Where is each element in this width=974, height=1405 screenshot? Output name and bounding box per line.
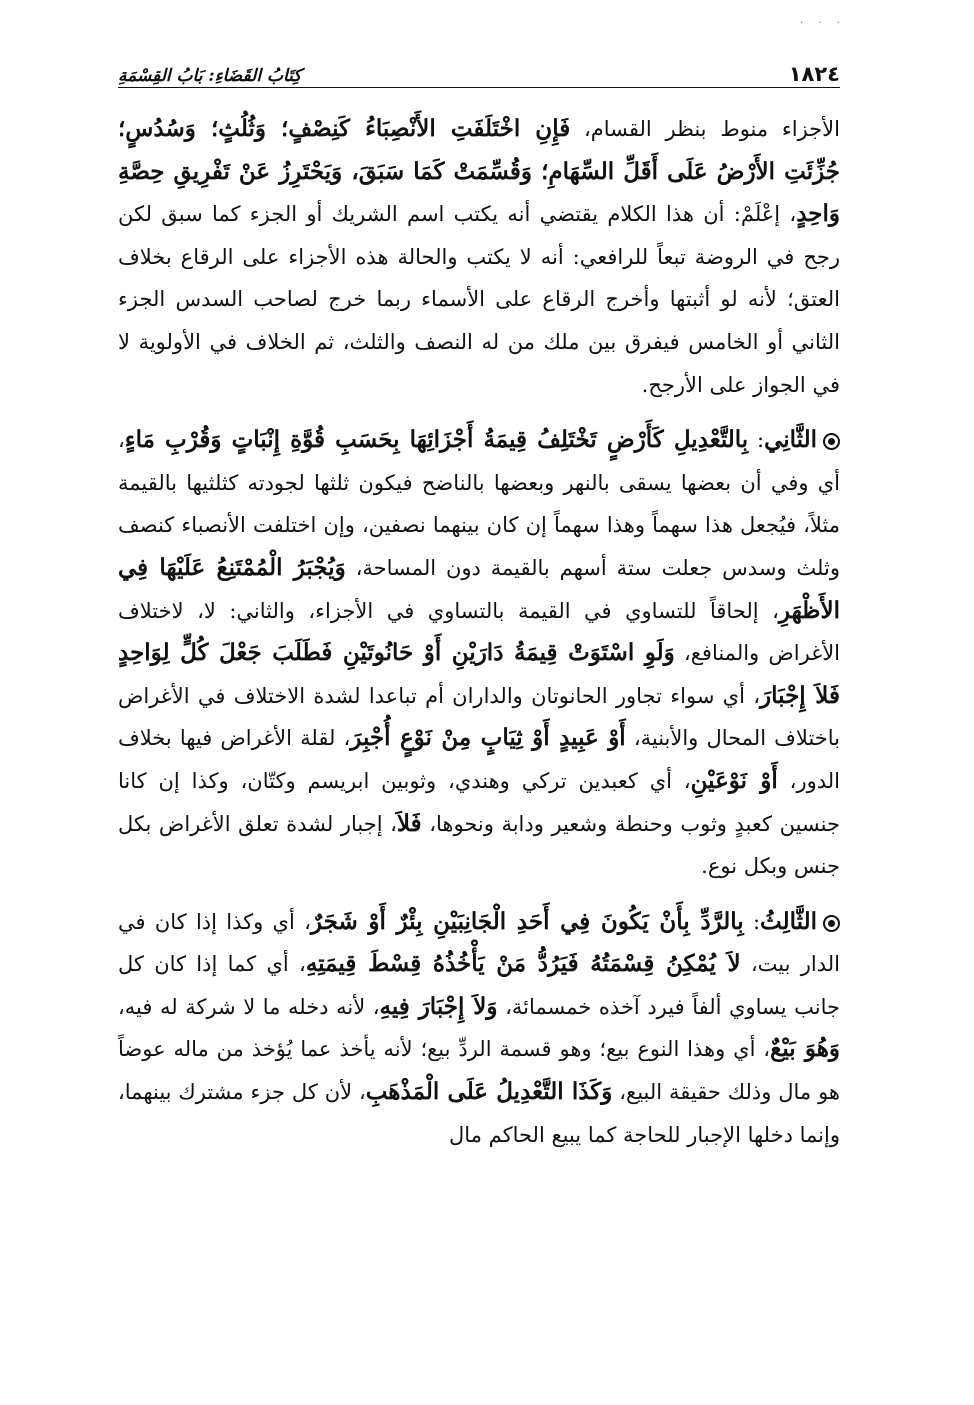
commentary-text: ، لأن كل جزء مشترك بينهما، وإنما دخلها الإجبار للحاجة كما يبيع الحاكم مال <box>118 1080 840 1147</box>
matn-text: وَيُجْبَرُ الْمُمْتَنِعُ عَلَيْهَا فِي الأَظْهَرِ <box>118 553 840 624</box>
commentary-text: ، لقلة الأغراض فيها بخلاف الدور، <box>118 726 840 793</box>
commentary-text: ، أي وفي أن بعضها يسقى بالنهر وبعضها بالناضح فيكون ثلثها لجودته كثلثيها بالقيمة مثلاً، فيُجعل هذا سهماً وهذا سهماً إن كان بينهما نصفين، وإن اختلفت الأنصباء كنصف وثلث وسدس جعلت ستة أسهم بالقيمة دون المساحة، <box>118 428 840 580</box>
matn-text: وَلاَ إِجْبَارَ فِيهِ <box>379 992 498 1020</box>
matn-text: وَكَذَا التَّعْدِيلُ عَلَى الْمَذْهَبِ <box>365 1078 613 1106</box>
commentary-text: ، أي وكذا إذا كان في الدار بيت، <box>118 909 841 977</box>
commentary-text: : <box>743 909 761 934</box>
bullet-icon <box>823 433 840 450</box>
running-title: كِتَابُ القَضَاءِ: بَابُ القِسْمَةِ <box>118 66 302 86</box>
commentary-text: ، أي كما إذا كان كل جانب يساوي ألفاً فيرد آخذه خمسمائة، <box>118 952 841 1019</box>
matn-text: الثَّالِثُ <box>760 907 817 935</box>
matn-text: وَلَوِ اسْتَوَتْ قِيمَةُ دَارَيْنِ أَوْ حَانُوتَيْنِ فَطَلَبَ جَعْلَ كُلٍّ لِوَاحِدٍ فَلاَ إِجْبَارَ <box>118 639 841 709</box>
bullet-icon <box>823 915 840 932</box>
page-header <box>118 48 840 88</box>
matn-text: الثَّانِي <box>764 426 817 454</box>
commentary-text: ، إلحاقاً للتساوي في القيمة بالتساوي في الأجزاء، والثاني: لا، لاختلاف الأغراض والمنافع، <box>118 598 841 666</box>
paragraph <box>118 901 840 1157</box>
matn-text: لاَ يُمْكِنُ قِسْمَتُهُ فَيَرُدُّ مَنْ يَأْخُذُهُ قِسْطَ قِيمَتِهِ <box>305 950 741 978</box>
commentary-text: ، أي كعبدين تركي وهندي، وثوبين ابريسم وكتّان، وكذا إن كانا جنسين كعبدٍ وثوب وحنطة وشعير ودابة ونحوها، <box>118 768 840 836</box>
commentary-text: ، لأنه دخله ما لا شركة له فيه، <box>118 994 380 1019</box>
commentary-text: الأجزاء منوط بنظر القسام، <box>570 117 840 141</box>
commentary-text: : <box>748 428 765 453</box>
book-page <box>118 48 840 1368</box>
paragraph <box>118 419 840 888</box>
matn-text: فَإِنِ اخْتَلَفَتِ الأَنْصِبَاءُ كَنِصْفٍ؛ وَثُلُثٍ؛ وَسُدُسٍ؛ جُزِّئَتِ الأَرْضُ عَلَى أَقَلِّ السِّهَامِ؛ وَقُسِّمَتْ كَمَا سَبَقَ، وَيَحْتَرِزُ عَنْ تَفْرِيقِ حِصَّةِ وَاحِدٍ <box>118 115 840 228</box>
matn-text: فَلاَ <box>396 809 422 837</box>
paragraph <box>118 108 840 406</box>
matn-text: وَهُوَ بَيْعٌ <box>770 1035 840 1063</box>
matn-text: أَوْ عَبِيدٍ أَوْ ثِيَابٍ مِنْ نَوْعٍ أُجْبِرَ <box>350 724 626 752</box>
commentary-text: ، إجبار لشدة تعلق الأغراض بكل جنس وبكل نوع. <box>118 811 840 879</box>
page-number: ١٨٢٤ <box>788 62 840 86</box>
scan-marks: · · · <box>800 18 846 29</box>
body-text <box>118 108 840 1156</box>
commentary-text: ، إعْلَمْ: أن هذا الكلام يقتضي أنه يكتب اسم الشريك أو الجزء كما سبق لكن رجح في الروضة تبعاً للرافعي: أنه لا يكتب والحالة هذه الأجزاء على الرقاع بخلاف العتق؛ لأنه لو أثبتها وأخرج الرقاع على الأسماء ربما خرج لصاحب السدس الجزء الثاني أو الخامس فيفرق بين ملك من له النصف والثلث، ثم الخلاف في الأولوية لا في الجواز على الأرجح. <box>118 202 840 397</box>
header-rule <box>118 87 840 88</box>
commentary-text: ، أي سواء تجاور الحانوتان والداران أم تباعدا لشدة الاختلاف في الأغراض باختلاف المحال والأبنية، <box>118 683 841 751</box>
commentary-text: ، أي وهذا النوع بيع؛ وهو قسمة الردِّ بيع؛ لأنه يأخذ عما يُؤخذ من ماله عوضاً هو مال وذلك حقيقة البيع، <box>118 1037 840 1105</box>
matn-text: بِالتَّعْدِيلِ كَأَرْضٍ تَخْتَلِفُ قِيمَةُ أَجْزَائِهَا بِحَسَبِ قُوَّةِ إِنْبَاتٍ وَقُرْبِ مَاءٍ <box>124 426 749 454</box>
matn-text: بِالرَّدِّ بِأَنْ يَكُونَ فِي أَحَدِ الْجَانِبَيْنِ بِئْرٌ أَوْ شَجَرٌ <box>310 907 744 935</box>
matn-text: أَوْ نَوْعَيْنِ <box>690 766 778 794</box>
